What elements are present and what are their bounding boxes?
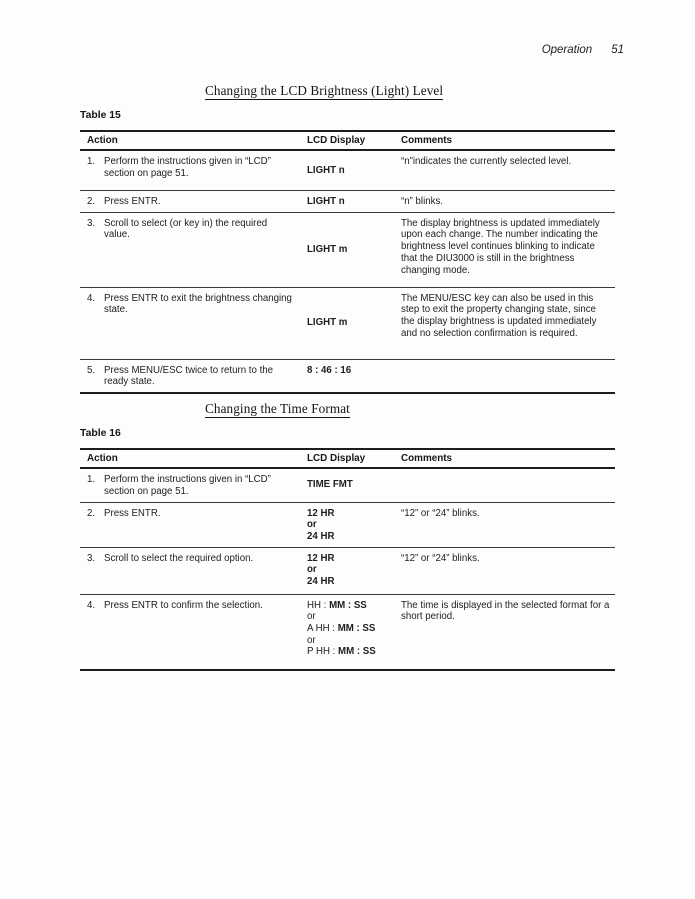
table-row (80, 151, 615, 190)
table-row (80, 190, 615, 212)
lcd-value-cell (307, 244, 400, 256)
lcd-bold: LIGHT m (307, 317, 348, 329)
lcd-bold: LIGHT n (307, 196, 345, 207)
action-text: Perform the instructions given in “LCD” section on page 51. (104, 156, 271, 179)
lcd-bold: MM : SS (338, 646, 376, 658)
lcd-bold: LIGHT m (307, 243, 348, 255)
table-16 (80, 448, 615, 671)
step-number: 2. (87, 507, 96, 519)
comment-cell: “n” blinks. (401, 196, 443, 207)
lcd-bold: 24 HR (307, 530, 335, 542)
lcd-line (307, 623, 396, 635)
column-header-lcd-display: LCD Display (307, 452, 366, 464)
lcd-bold: or (307, 564, 317, 576)
header-section-label: Operation (541, 44, 593, 56)
action-cell (80, 469, 307, 501)
action-text: Press ENTR to confirm the selection. (104, 599, 263, 611)
step-number: 3. (87, 217, 96, 229)
lcd-line (307, 508, 396, 520)
lcd-value-cell (307, 317, 400, 329)
lcd-bold: 12 HR (307, 552, 335, 564)
lcd-pre: A HH : (307, 623, 338, 635)
lcd-value-cell (307, 191, 400, 212)
table-row (80, 287, 615, 359)
action-text: Scroll to select the required option. (104, 552, 254, 564)
comment-cell: The display brightness is updated immediately upon each change. The number indicating the brightness level continues blinking to indicate that the DIU3000 is still in the brightness changing mode. (401, 217, 600, 276)
action-cell (80, 151, 307, 190)
action-cell (80, 191, 307, 212)
lcd-line (307, 519, 396, 531)
lcd-bold: 12 HR (307, 507, 335, 519)
lcd-line (307, 564, 396, 576)
lcd-bold: or (307, 519, 317, 531)
action-cell (80, 213, 307, 287)
lcd-line (307, 365, 396, 377)
table-row (80, 502, 615, 547)
action-cell (80, 288, 307, 359)
table-15-label: Table 15 (80, 110, 121, 121)
lcd-bold: 8 : 46 : 16 (307, 364, 352, 376)
table-row (80, 547, 615, 594)
column-header-lcd-display: LCD Display (307, 134, 366, 146)
step-number: 3. (87, 552, 96, 564)
lcd-bold: LIGHT n (307, 164, 345, 176)
lcd-value-cell (307, 165, 400, 177)
lcd-bold: MM : SS (337, 623, 376, 635)
column-header-comments: Comments (401, 452, 453, 464)
action-cell (80, 595, 307, 669)
lcd-value-cell (307, 360, 400, 392)
comment-cell: “n”indicates the currently selected level. (401, 156, 572, 167)
column-header-comments: Comments (401, 134, 453, 146)
lcd-line (307, 646, 396, 658)
table-row (80, 469, 615, 501)
step-number: 1. (87, 474, 96, 486)
comment-cell: The time is displayed in the selected format for a short period. (401, 599, 610, 623)
lcd-bold: MM : SS (329, 599, 367, 611)
lcd-line (307, 317, 396, 329)
lcd-pre: P HH : (307, 646, 339, 658)
lcd-line (307, 479, 396, 491)
action-cell (80, 548, 307, 594)
section-title-text: Changing the LCD Brightness (Light) Level (205, 83, 444, 98)
comment-cell: “12” or “24” blinks. (401, 507, 480, 519)
lcd-line (307, 576, 396, 588)
lcd-line (307, 196, 396, 208)
lcd-value-cell (307, 503, 400, 547)
action-cell (80, 503, 307, 547)
table-row (80, 359, 615, 392)
comment-cell: The MENU/ESC key can also be used in this step to exit the property changing state, since the display brightness is updated immediately and no selection confirmation is required. (401, 292, 597, 339)
lcd-pre: HH : (307, 599, 330, 611)
table-16-label: Table 16 (80, 428, 121, 440)
comment-cell (400, 469, 615, 501)
lcd-pre: or (307, 634, 316, 646)
comment-cell (400, 360, 615, 392)
action-cell (80, 360, 307, 392)
table-row (80, 212, 615, 287)
column-header-action: Action (87, 452, 118, 464)
comment-cell: “12” or “24” blinks. (401, 552, 480, 564)
table-15-header-row (80, 132, 615, 151)
lcd-line (307, 635, 396, 647)
lcd-line (307, 553, 396, 565)
action-text: Press ENTR. (104, 507, 161, 519)
lcd-line (307, 531, 396, 543)
table-row (80, 594, 615, 669)
lcd-line (307, 244, 396, 256)
header-page-number: 51 (611, 44, 624, 56)
page-header (0, 44, 624, 56)
lcd-line (307, 611, 396, 623)
lcd-bold: 24 HR (307, 576, 335, 588)
table-15 (80, 130, 615, 394)
action-text: Scroll to select (or key in) the required value. (104, 217, 268, 241)
table-16-header-row (80, 450, 615, 469)
lcd-pre: or (307, 611, 316, 623)
section-title-time-format (205, 401, 695, 417)
step-number: 5. (87, 364, 96, 376)
action-text: Perform the instructions given in “LCD” section on page 51. (104, 474, 271, 497)
action-text: Press ENTR. (104, 196, 161, 207)
lcd-bold: TIME FMT (307, 479, 353, 491)
lcd-value-cell (307, 595, 400, 669)
step-number: 1. (87, 156, 96, 167)
column-header-action: Action (87, 134, 118, 146)
action-text: Press MENU/ESC twice to return to the ready state. (104, 364, 274, 388)
section-title-text: Changing the Time Format (205, 401, 350, 417)
step-number: 4. (87, 292, 96, 304)
lcd-line (307, 600, 396, 612)
step-number: 4. (87, 599, 96, 611)
lcd-value-cell (307, 548, 400, 594)
step-number: 2. (87, 196, 96, 207)
action-text: Press ENTR to exit the brightness changing state. (104, 292, 292, 316)
lcd-line (307, 165, 396, 177)
section-title-lcd-brightness (205, 83, 695, 99)
lcd-value-cell (307, 479, 400, 491)
